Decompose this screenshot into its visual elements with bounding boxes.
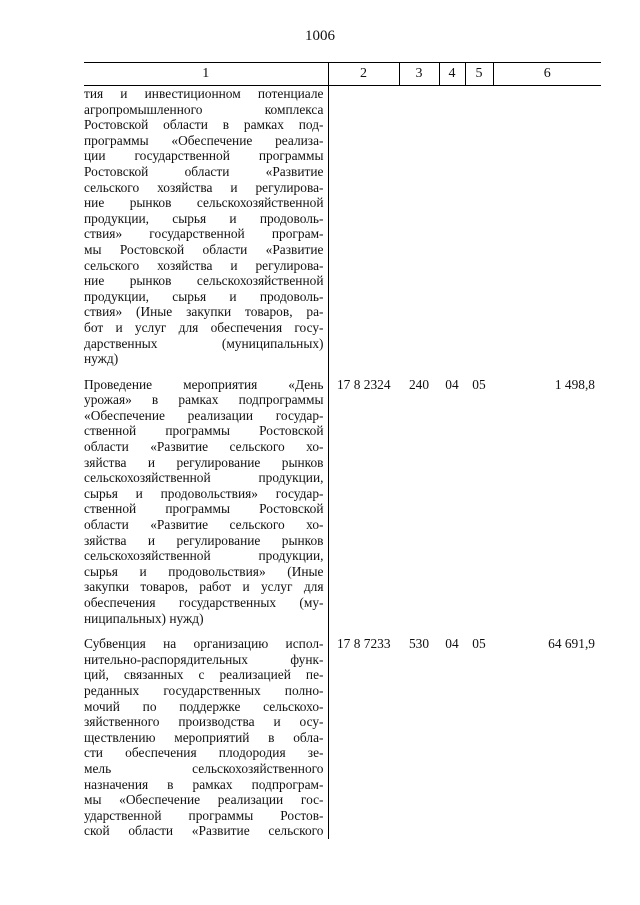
- row-expense-type: 530: [408, 636, 430, 652]
- description-line: дарственных (муниципальных): [84, 335, 324, 351]
- description-line: сырья и продовольствия» государ-: [84, 485, 324, 501]
- table-row: [84, 626, 601, 839]
- description-line: ции государственной программы: [84, 148, 324, 164]
- row-amount: 1 498,8: [554, 376, 595, 392]
- description-line: назначения в рамках подпрограм-: [84, 776, 324, 792]
- description-line: Ростовской области в рамках под-: [84, 117, 324, 133]
- description-line: нительно-распорядительных функ-: [84, 651, 324, 667]
- description-line: зяйства и регулирование рынков: [84, 454, 324, 470]
- row-expense-type: [399, 86, 439, 367]
- row-target-code: 17 8 7233: [336, 636, 391, 652]
- table-body: [84, 86, 601, 839]
- row-subsection: [465, 86, 493, 367]
- row-description: [84, 626, 328, 839]
- description-line: урожая» в рамках подпрограммы: [84, 392, 324, 408]
- description-line: мы Ростовской области «Развитие: [84, 241, 324, 257]
- description-line: сельскохозяйственной продукции,: [84, 470, 324, 486]
- description-line: мы «Обеспечение реализации гос-: [84, 792, 324, 808]
- description-line: сельского хозяйства и регулирова-: [84, 257, 324, 273]
- description-line: ствия» (Иные закупки товаров, ра-: [84, 304, 324, 320]
- table-row: [84, 367, 601, 627]
- description-line: мель сельскохозяйственного: [84, 760, 324, 776]
- table-row: [84, 86, 601, 367]
- row-target-code: 17 8 2324: [336, 376, 391, 392]
- header-col-3: 3: [399, 63, 439, 86]
- header-col-1: 1: [84, 63, 328, 86]
- description-line: реданных государственных полно-: [84, 682, 324, 698]
- row-amount: 64 691,9: [548, 636, 595, 652]
- description-line: тия и инвестиционном потенциале: [84, 86, 324, 101]
- description-line: ние рынков сельскохозяйственной: [84, 273, 324, 289]
- description-line: агропромышленного комплекса: [84, 101, 324, 117]
- description-line: ществлению мероприятий в обла-: [84, 729, 324, 745]
- description-line: Проведение мероприятия «День: [84, 376, 324, 392]
- description-line: продукции, сырья и продоволь-: [84, 288, 324, 304]
- header-col-5: 5: [465, 63, 493, 86]
- description-line: обеспечения государственных (му-: [84, 595, 324, 610]
- description-line: ственной программы Ростовской: [84, 501, 324, 517]
- header-col-4: 4: [439, 63, 465, 86]
- description-line: нужд): [84, 351, 119, 367]
- description-line: Субвенция на организацию испол-: [84, 636, 324, 652]
- description-line: программы «Обеспечение реализа-: [84, 132, 324, 148]
- description-line: мочий по поддержке сельскохо-: [84, 698, 324, 714]
- description-line: «Обеспечение реализации государ-: [84, 407, 324, 423]
- description-line: сырья и продовольствия» (Иные: [84, 563, 324, 579]
- description-line: зяйственного производства и осу-: [84, 714, 324, 730]
- row-description: [84, 367, 328, 627]
- description-line: сти обеспечения плодородия зе-: [84, 745, 324, 761]
- header-col-2: 2: [328, 63, 399, 86]
- budget-table: [84, 62, 601, 839]
- row-description: [84, 86, 328, 367]
- page-number: 1006: [305, 28, 335, 44]
- row-section: 04: [445, 636, 459, 652]
- header-col-6: 6: [493, 63, 601, 86]
- description-line: продукции, сырья и продоволь-: [84, 210, 324, 226]
- description-line: ской области «Развитие сельского: [84, 823, 324, 839]
- row-amount: [493, 86, 601, 367]
- description-line: области «Развитие сельского хо-: [84, 439, 324, 455]
- column-number-header: [84, 63, 601, 86]
- description-line: ственной программы Ростовской: [84, 423, 324, 439]
- description-line: бот и услуг для обеспечения госу-: [84, 319, 324, 335]
- description-line: ций, связанных с реализацией пе-: [84, 667, 324, 683]
- description-line: закупки товаров, работ и услуг для: [84, 579, 324, 595]
- description-line: Ростовской области «Развитие: [84, 163, 324, 179]
- row-subsection: 05: [472, 636, 486, 652]
- description-line: сельского хозяйства и регулирова-: [84, 179, 324, 195]
- description-line: области «Развитие сельского хо-: [84, 517, 324, 533]
- row-subsection: 05: [472, 376, 486, 392]
- description-line: сельскохозяйственной продукции,: [84, 548, 324, 564]
- description-line: зяйства и регулирование рынков: [84, 532, 324, 548]
- description-line: ние рынков сельскохозяйственной: [84, 195, 324, 211]
- description-line: ниципальных) нужд): [84, 610, 204, 626]
- row-section: [439, 86, 465, 367]
- row-expense-type: 240: [408, 376, 430, 392]
- row-section: 04: [445, 376, 459, 392]
- description-line: ударственной программы Ростов-: [84, 807, 324, 823]
- description-line: ствия» государственной програм-: [84, 226, 324, 242]
- row-target-code: [328, 86, 399, 367]
